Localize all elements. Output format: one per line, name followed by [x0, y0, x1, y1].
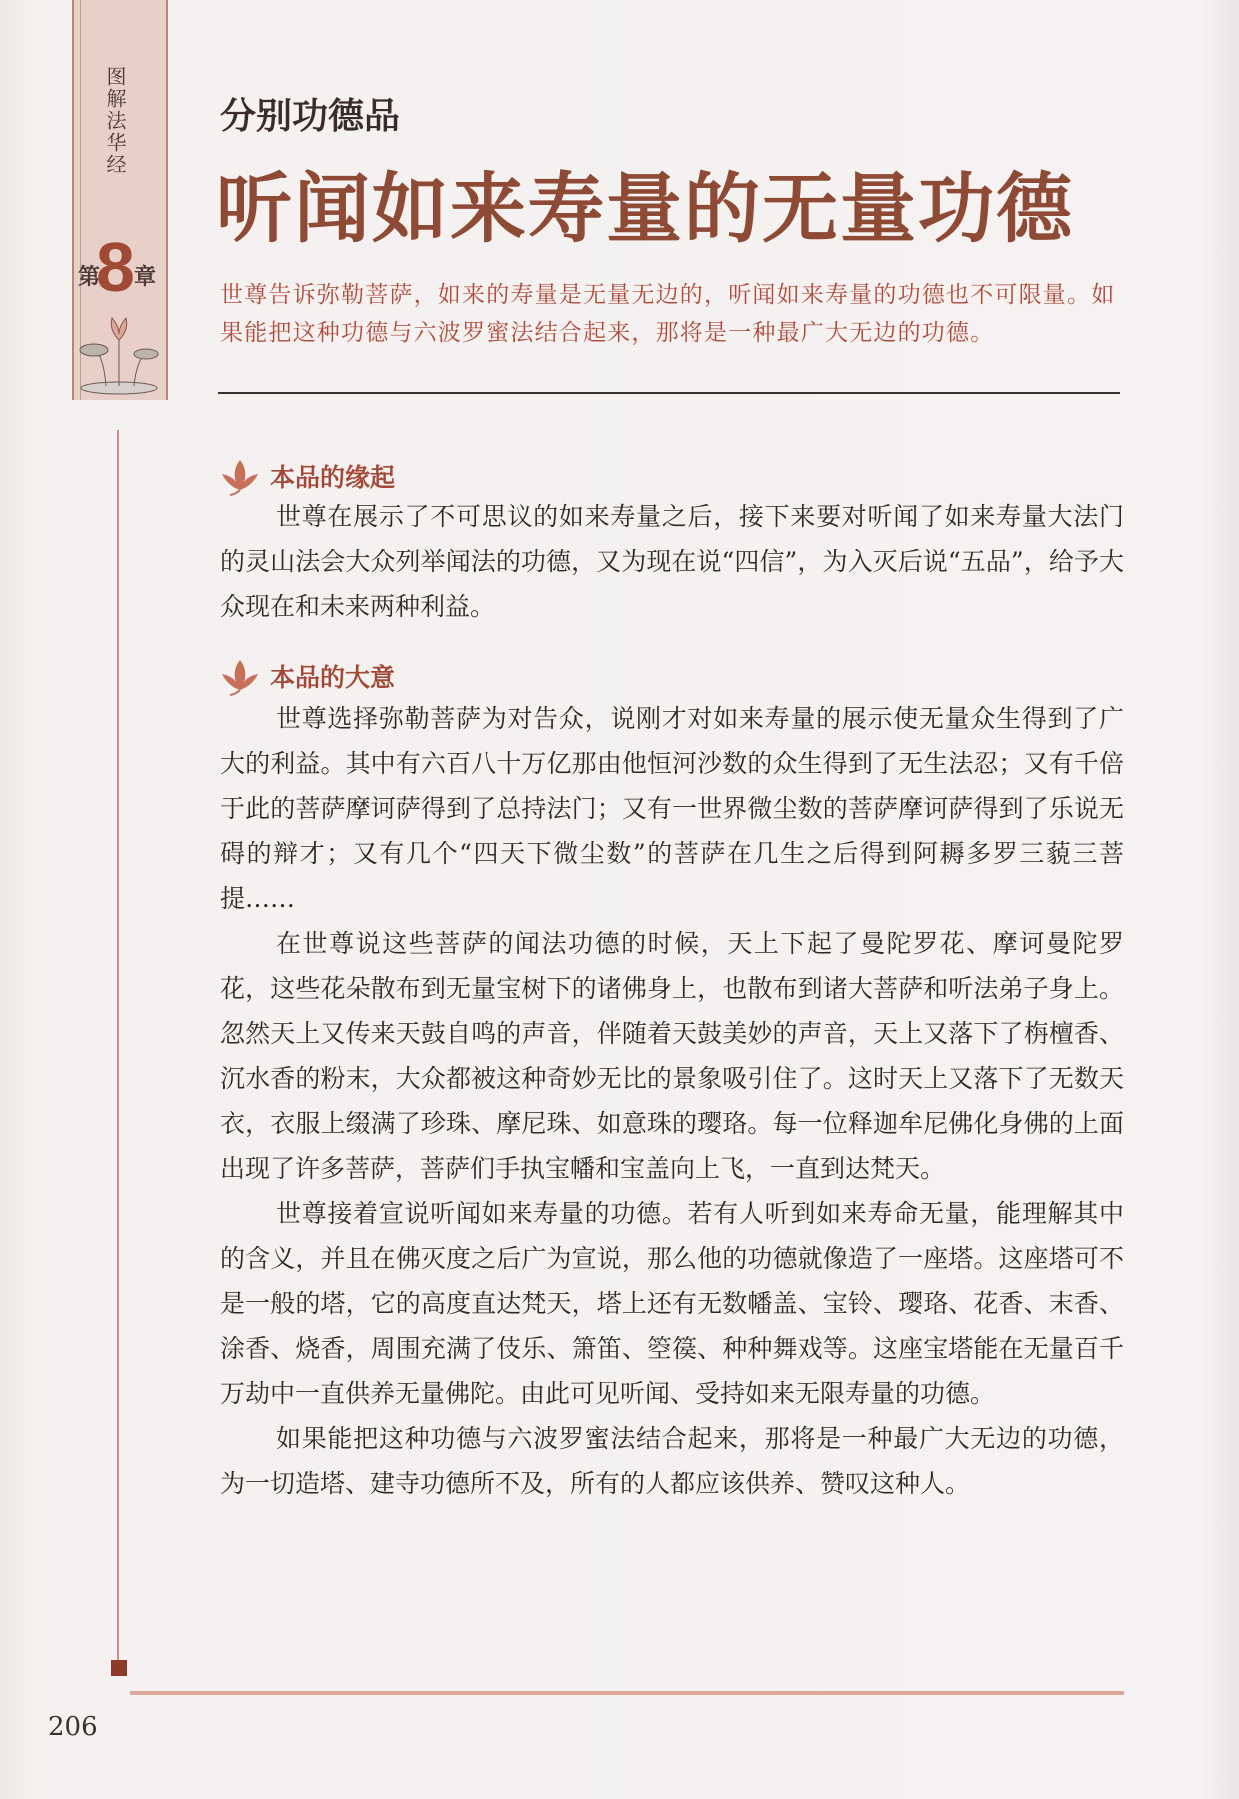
lotus-icon: [218, 456, 262, 496]
chapter-suffix: 章: [134, 264, 157, 290]
footer-marker: [111, 1660, 127, 1676]
chapter-number: 8: [96, 228, 135, 306]
margin-rule: [117, 430, 119, 1670]
paragraph: 世尊接着宣说听闻如来寿量的功德。若有人听到如来寿命无量，能理解其中的含义，并且在佛灭度之后广为宣说，那么他的功德就像造了一座塔。这座塔可不是一般的塔，它的高度直达梵天，塔上还有无数幡盖、宝铃、璎珞、花香、末香、涂香、烧香，周围充满了伎乐、箫笛、箜篌、种种舞戏等。这座宝塔能在无量百千万劫中一直供养无量佛陀。由此可见听闻、受持如来无限寿量的功德。: [220, 1199, 1124, 1408]
lotus-illustration-icon: [76, 310, 162, 398]
paragraph: 世尊选择弥勒菩萨为对告众，说刚才对如来寿量的展示使无量众生得到了广大的利益。其中有六百八十万亿那由他恒河沙数的众生得到了无生法忍；又有千倍于此的菩萨摩诃萨得到了总持法门；又有一世界微尘数的菩萨摩诃萨得到了乐说无碍的辩才；又有几个“四天下微尘数”的菩萨在几生之后得到阿耨多罗三藐三菩提……: [220, 704, 1124, 913]
paragraph: 如果能把这种功德与六波罗蜜法结合起来，那将是一种最广大无边的功德，为一切造塔、建寺功德所不及，所有的人都应该供养、赞叹这种人。: [220, 1424, 1124, 1498]
chapter-prefix: 第: [78, 264, 101, 290]
header-divider: [218, 392, 1120, 394]
chapter-subtitle: 分别功德品: [220, 95, 401, 137]
lotus-icon: [218, 656, 262, 696]
section-body: [220, 696, 1124, 1506]
paragraph: 在世尊说这些菩萨的闻法功德的时候，天上下起了曼陀罗花、摩诃曼陀罗花，这些花朵散布到无量宝树下的诸佛身上，也散布到诸大菩萨和听法弟子身上。忽然天上又传来天鼓自鸣的声音，伴随着天鼓美妙的声音，天上又落下了栴檀香、沉水香的粉末，大众都被这种奇妙无比的景象吸引住了。这时天上又落下了无数天衣，衣服上缀满了珍珠、摩尼珠、如意珠的璎珞。每一位释迦牟尼佛化身佛的上面出现了许多菩萨，菩萨们手执宝幡和宝盖向上飞，一直到达梵天。: [220, 929, 1124, 1183]
section-heading-label: 本品的缘起: [270, 463, 396, 492]
paragraph: 世尊在展示了不可思议的如来寿量之后，接下来要对听闻了如来寿量大法门的灵山法会大众列举闻法的功德，又为现在说“四信”，为入灭后说“五品”，给予大众现在和未来两种利益。: [220, 502, 1124, 621]
page-number: 206: [48, 1712, 98, 1742]
intro-summary: 世尊告诉弥勒菩萨，如来的寿量是无量无边的，听闻如来寿量的功德也不可限量。如果能把这种功德与六波罗蜜法结合起来，那将是一种最广大无边的功德。: [220, 282, 1116, 346]
footer-rule: [130, 1691, 1124, 1695]
book-title: 图解法华经: [103, 66, 127, 176]
section-body: [220, 494, 1124, 629]
page-title: 听闻如来寿量的无量功德: [216, 164, 1074, 253]
section-heading-label: 本品的大意: [270, 663, 396, 692]
